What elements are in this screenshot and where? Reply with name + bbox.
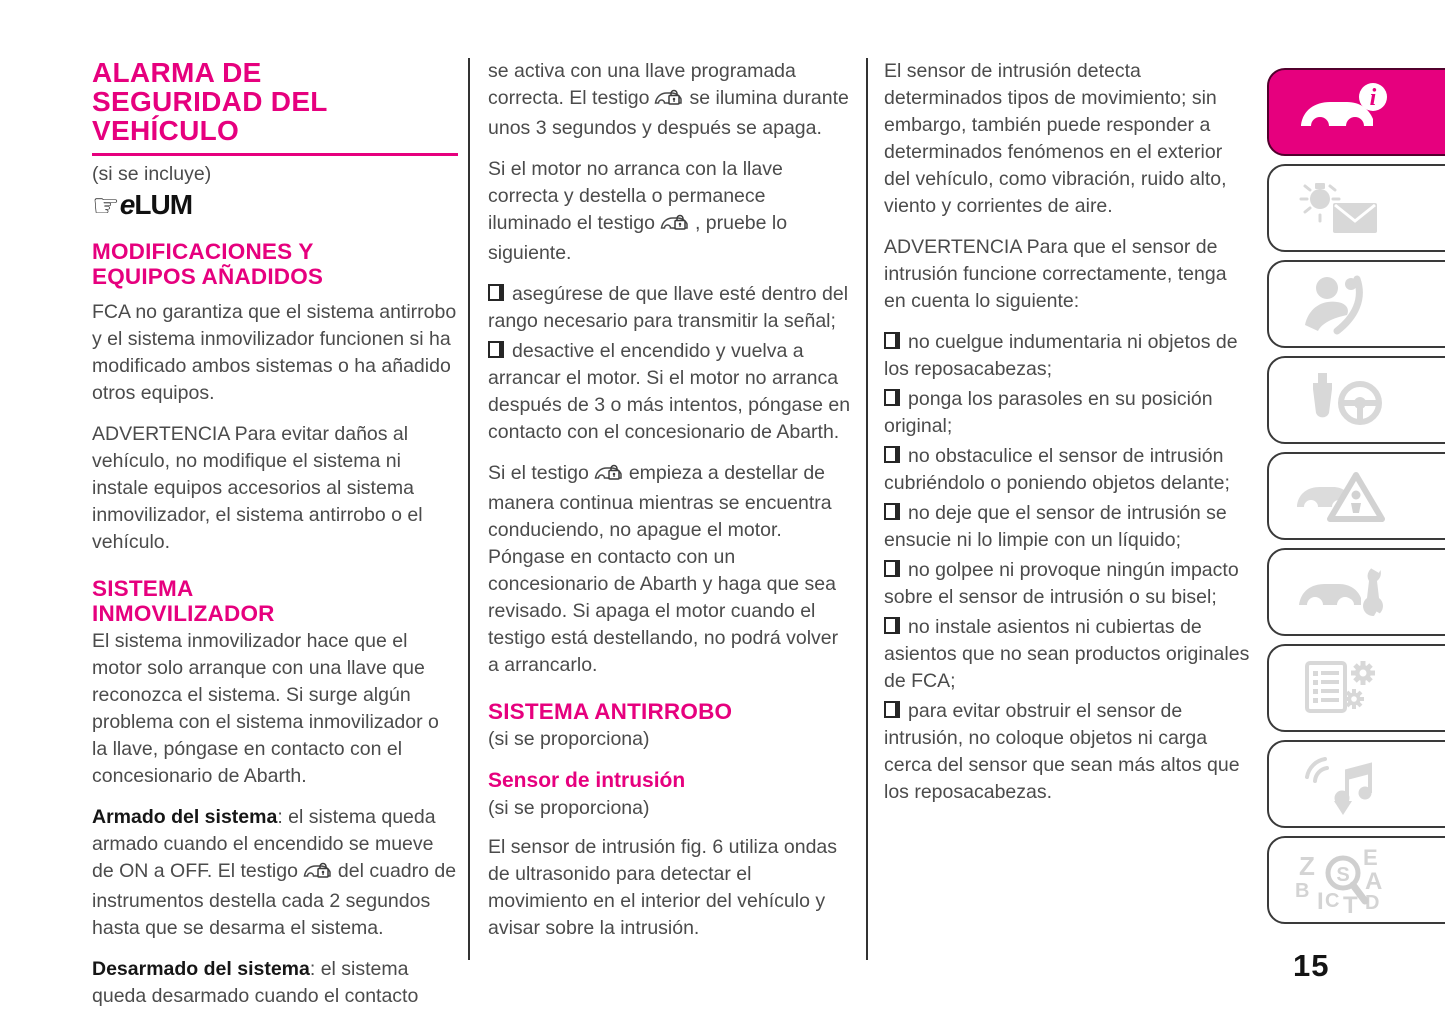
paragraph: ADVERTENCIA Para que el sensor de intrusión funcione correctamente, tenga en cuenta lo siguiente: [884, 236, 1227, 312]
warning-lights-messages-icon [1291, 177, 1391, 239]
column-1 [92, 58, 458, 1024]
page-number: 15 [1293, 948, 1330, 983]
svg-text:i: i [1369, 85, 1377, 111]
bullet-square-icon [884, 617, 900, 634]
list-item: no golpee ni provoque ningún impacto sobre el sensor de intrusión o su bisel; [884, 559, 1239, 608]
paragraph: se activa con una llave programada correcta. El testigo se ilumina durante unos 3 segundos y después se apaga. [488, 60, 849, 139]
sidebar-tab-warning-lights-messages[interactable] [1267, 164, 1445, 252]
servicing-icon [1291, 561, 1391, 623]
immobilizer-warning-light-icon [303, 861, 333, 888]
bullet-square-icon [884, 389, 900, 406]
index-icon [1291, 845, 1391, 915]
bullet-square-icon [884, 701, 900, 718]
column-3 [884, 58, 1252, 809]
paragraph: Si el testigo empieza a destellar de manera continua mientras se encuentra conduciendo, no apague el motor. Póngase en contacto con un concesionario de Abarth y haga que sea revisado. Si apaga el motor cuando el testigo está destellando, no podrá volver a arrancarlo. [488, 462, 839, 676]
sidebar-tab-technical-data[interactable] [1267, 644, 1445, 732]
svg-text:Z: Z [1299, 851, 1315, 881]
availability-note: (si se proporciona) [488, 797, 650, 819]
list-item: no cuelgue indumentaria ni objetos de los reposacabezas; [884, 331, 1238, 380]
bullet-square-icon [488, 341, 504, 358]
sidebar-tab-vehicle-info[interactable] [1267, 68, 1445, 156]
elum-reference: ☞eLUM [92, 188, 193, 223]
sidebar-tab-starting-driving[interactable] [1267, 356, 1445, 444]
bullet-square-icon [884, 332, 900, 349]
heading-sensor-intrusion: Sensor de intrusión [488, 769, 686, 792]
bullet-square-icon [488, 284, 504, 301]
paragraph: El sensor de intrusión fig. 6 utiliza ondas de ultrasonido para detectar el movimiento en el interior del vehículo y avisar sobre la intrusión. [488, 836, 838, 939]
multimedia-icon [1291, 753, 1391, 815]
technical-data-icon [1291, 657, 1391, 719]
svg-text:A: A [1365, 868, 1383, 895]
sidebar-tab-index[interactable] [1267, 836, 1445, 924]
immobilizer-warning-light-icon [594, 463, 624, 490]
heading-inmovilizador: SISTEMA INMOVILIZADOR [92, 576, 275, 626]
column-divider [468, 58, 470, 960]
sidebar-tab-servicing[interactable] [1267, 548, 1445, 636]
page-title: ALARMA DE SEGURIDAD DEL VEHÍCULO [92, 57, 328, 146]
immobilizer-warning-light-icon [660, 213, 690, 240]
svg-text:I: I [1317, 888, 1324, 915]
availability-note: (si se incluye) [92, 163, 212, 185]
svg-text:B: B [1295, 880, 1310, 902]
bullet-square-icon [884, 503, 900, 520]
heading-antirrobo: SISTEMA ANTIRROBO [488, 699, 733, 724]
bold-lead: Desarmado del sistema [92, 958, 310, 980]
sidebar-tab-multimedia[interactable] [1267, 740, 1445, 828]
list-item: desactive el encendido y vuelva a arrancar el motor. Si el motor no arranca después de 3 o más intentos, póngase en contacto con el concesionario de Abarth. [488, 340, 851, 443]
paragraph: El sistema inmovilizador hace que el motor solo arranque con una llave que reconozca el sistema. Si surge algún problema con el sistema inmovilizador o la llave, póngase en contacto con el concesionario de Abarth. [92, 630, 439, 787]
list-item: ponga los parasoles en su posición original; [884, 388, 1213, 437]
elum-logo: e [119, 189, 135, 220]
bullet-square-icon [884, 560, 900, 577]
paragraph: ADVERTENCIA Para evitar daños al vehículo, no modifique el sistema ni instale equipos accesorios al sistema inmovilizador, el sistema antirrobo o el vehículo. [92, 423, 423, 553]
bold-lead: Armado del sistema [92, 806, 278, 828]
list-item: para evitar obstruir el sensor de intrusión, no coloque objetos ni carga cerca del sensor que sean más altos que los reposacabezas. [884, 700, 1240, 803]
svg-text:C: C [1325, 890, 1340, 912]
availability-note: (si se proporciona) [488, 728, 650, 750]
pointing-hand-icon: ☞ [92, 188, 120, 223]
list-item: no deje que el sensor de intrusión se ensucie ni lo limpie con un líquido; [884, 502, 1227, 551]
list-item: no obstaculice el sensor de intrusión cubriéndolo o poniendo objetos delante; [884, 445, 1230, 494]
bullet-square-icon [884, 446, 900, 463]
paragraph: Si el motor no arranca con la llave correcta y destella o permanece iluminado el testigo , pruebe lo siguiente. [488, 158, 788, 264]
svg-text:T: T [1343, 892, 1358, 915]
paragraph: FCA no garantiza que el sistema antirrobo y el sistema inmovilizador funcionen si ha modificado ambos sistemas o ha añadido otros equipos. [92, 301, 457, 404]
column-divider [866, 58, 868, 960]
heading-modificaciones: MODIFICACIONES Y EQUIPOS AÑADIDOS [92, 239, 324, 289]
column-2 [488, 58, 852, 956]
starting-driving-icon [1291, 369, 1391, 431]
sidebar-tab-emergency[interactable] [1267, 452, 1445, 540]
paragraph-armado: Armado del sistema: el sistema queda armado cuando el encendido se mueve de ON a OFF. El testigo del cuadro de instrumentos destella cada 2 segundos hasta que se desarma el sistema. [92, 806, 457, 939]
title-block [92, 58, 458, 156]
svg-text:D: D [1365, 892, 1380, 914]
paragraph: El sensor de intrusión detecta determinados tipos de movimiento; sin embargo, también puede responder a determinados fenómenos en el exterior del vehículo, como vibración, ruido alto, viento y corrientes de aire. [884, 60, 1227, 217]
emergency-icon [1291, 465, 1391, 527]
list-item: no instale asientos ni cubiertas de asientos que no sean productos originales de FCA; [884, 616, 1250, 692]
paragraph-desarmado: Desarmado del sistema: el sistema queda desarmado cuando el contacto [92, 958, 419, 1007]
sidebar-tab-safety[interactable] [1267, 260, 1445, 348]
svg-text:E: E [1363, 845, 1378, 870]
safety-icon [1291, 273, 1391, 335]
list-item: asegúrese de que llave esté dentro del rango necesario para transmitir la señal; [488, 283, 849, 332]
immobilizer-warning-light-icon [654, 88, 684, 115]
car-info-icon [1291, 81, 1391, 143]
svg-text:S: S [1336, 864, 1350, 886]
